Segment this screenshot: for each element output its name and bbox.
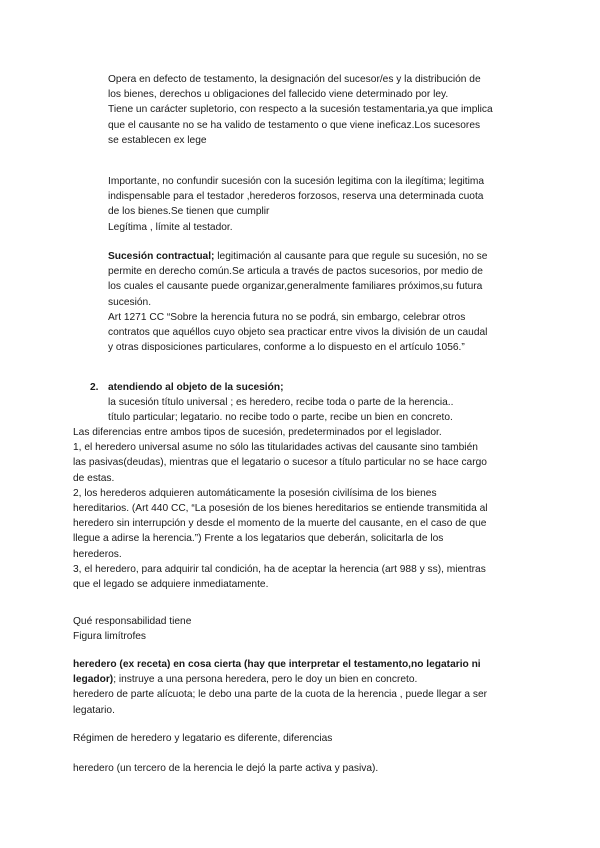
text-line: 1, el heredero universal asume no sólo las titularidades activas del causante sino también <box>73 442 478 454</box>
regimen-line <box>73 731 332 746</box>
text-line: indispensable para el testador ,herederos forzosos, reserva una determinada cuota <box>108 191 484 203</box>
text-line: Art 1271 CC “Sobre la herencia futura no se podrá, sin embargo, celebrar otros <box>108 311 466 323</box>
text-line: y otras disposiciones particulares, conforme a lo dispuesto en el artículo 1056.” <box>108 342 465 354</box>
text-line: legador); instruye a una persona heredera, pero le doy un bien en concreto. <box>73 674 418 686</box>
bold-term: Sucesión contractual; <box>108 251 215 262</box>
text-line: 2, los herederos adquieren automáticamente la posesión civilísima de los bienes <box>73 487 437 499</box>
contractual-succession-paragraph <box>108 249 487 355</box>
text-line: Tiene un carácter supletorio, con respecto a la sucesión testamentaria,ya que implica <box>108 104 493 116</box>
text-line: Opera en defecto de testamento, la designación del sucesor/es y la distribución de <box>108 74 481 85</box>
text-line: heredero (un tercero de la herencia le dejó la parte activa y pasiva). <box>73 763 379 774</box>
text-line: contratos que aquéllos cuyo objeto sea practicar entre vivos la división de un caudal <box>108 327 488 339</box>
text-line: llegue a adirse la herencia.”) Frente a los legatarios que deberán, solicitarla de los <box>73 533 444 545</box>
text-line: Qué responsabilidad tiene <box>73 616 192 627</box>
text-line: que el legado se adquiere inmediatamente. <box>73 579 269 591</box>
important-paragraph <box>108 174 484 235</box>
text-line: de estas. <box>73 472 115 484</box>
intro-paragraph <box>108 72 493 148</box>
heading-text: atendiendo al objeto de la sucesión; <box>108 382 284 393</box>
text-line: hereditarios. (Art 440 CC, “La posesión de los bienes hereditarios se entiende transmitida al <box>73 503 488 515</box>
text-line: título particular; legatario. no recibe todo o parte, recibe un bien en concreto. <box>108 412 453 424</box>
last-line <box>73 761 378 776</box>
text-line: Régimen de heredero y legatario es diferente, diferencias <box>73 733 333 744</box>
section-subitems <box>108 395 453 425</box>
text-line: Las diferencias entre ambos tipos de sucesión, predeterminados por el legislador. <box>73 427 442 438</box>
section-heading <box>108 380 283 395</box>
bold-text-line: heredero (ex receta) en cosa cierta (hay que interpretar el testamento,no legatario ni <box>73 659 481 670</box>
text-line: de los bienes.Se tienen que cumplir <box>108 206 270 218</box>
text-line: herederos. <box>73 548 122 560</box>
text-line: que el causante no se ha valido de testamento o que viene ineficaz.Los sucesores <box>108 119 481 131</box>
text-line: legatario. <box>73 704 115 716</box>
text-line: Figura limítrofes <box>73 631 147 643</box>
text-line: las pasivas(deudas), mientras que el legatario o sucesor a título particular no se hace cargo <box>73 457 487 469</box>
text-line: 3, el heredero, para adquirir tal condición, ha de aceptar la herencia (art 988 y ss), mientras <box>73 563 486 575</box>
text-line: heredero de parte alícuota; le debo una parte de la cuota de la herencia , puede llegar a ser <box>73 689 488 701</box>
text-line: Importante, no confundir sucesión con la sucesión legitima con la ilegítima; legitima <box>108 176 485 187</box>
list-number: 2. <box>90 382 99 393</box>
text-line: los cuales el causante puede organizar,generalmente familiares próximos,su futura <box>108 281 483 293</box>
text-line: sucesión. <box>108 296 152 308</box>
text-line: se establecen ex lege <box>108 134 207 146</box>
differences-paragraph <box>73 425 488 592</box>
heredero-paragraph <box>73 657 487 718</box>
text-line: Sucesión contractual; legitimación al causante para que regule su sucesión, no se <box>108 251 488 262</box>
text-line: heredero sin interrupción y desde el momento de la muerte del causante, en el caso de que <box>73 518 487 530</box>
text-line: los bienes, derechos u obligaciones del fallecido viene determinado por ley. <box>108 89 449 101</box>
text-line: permite en derecho común.Se articula a través de pactos sucesorios, por medio de <box>108 266 483 278</box>
text-line: Legítima , límite al testador. <box>108 221 233 233</box>
text-line: la sucesión título universal ; es heredero, recibe toda o parte de la herencia.. <box>108 397 454 408</box>
notes <box>73 614 191 644</box>
